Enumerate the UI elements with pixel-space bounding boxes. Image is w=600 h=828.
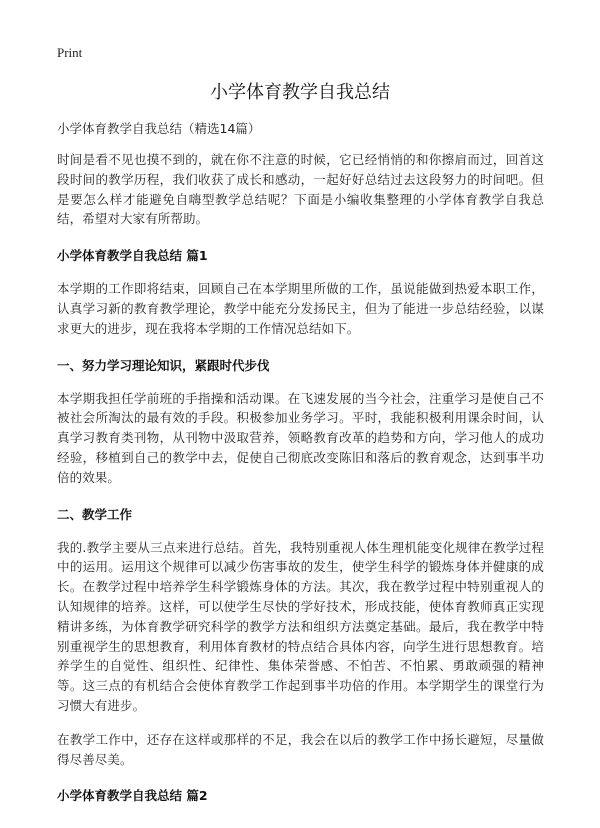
subsection-heading-teaching: 二、教学工作 [57, 506, 133, 522]
subtitle: 小学体育教学自我总结（精选14篇） [57, 121, 261, 136]
closing-paragraph: 在教学工作中，还存在这样或那样的不足，我会在以后的教学工作中扬长避短，尽量做得尽善尽美。 [57, 731, 544, 767]
article-body [57, 120, 544, 819]
print-link[interactable]: Print [57, 45, 83, 60]
section-heading-1: 小学体育教学自我总结 篇1 [57, 248, 208, 264]
section1-paragraph: 本学期的工作即将结束，回顾自己在本学期里所做的工作，虽说能做到热爱本职工作，认真学习新的教育教学理论，教学中能充分发扬民主，但为了能进一步总结经验，以谋求更大的进步，现在我将本学期的工作情况总结如下。 [57, 281, 544, 336]
subsection-teaching-paragraph: 我的.教学主要从三点来进行总结。首先，我特别重视人体生理机能变化规律在教学过程中的运用。运用这个规律可以减少伤害事故的发生，使学生科学的锻炼身体并健康的成长。在教学过程中培养学生科学锻炼身体的方法。其次，我在教学过程中特别重视人的认知规律的培养。这样，可以使学生尽快的学好技术，形成技能，使体育教师真正实现精讲多练，为体育教学研究科学的教学方法和组织方法奠定基础。最后，我在教学中特别重视学生的思想教育，利用体育教材的特点结合具体内容，向学生进行思想教育。培养学生的自觉性、组织性、纪律性、集体荣誉感、不怕苦、不怕累、勇敢顽强的精神等。这三点的有机结合会使体育教学工作起到事半功倍的作用。本学期学生的课堂行为习惯大有进步。 [57, 539, 544, 713]
subsection-study-paragraph: 本学期我担任学前班的手指操和活动课。在飞速发展的当今社会，注重学习是使自己不被社会所淘汰的最有效的手段。积极参加业务学习。平时，我能积极利用课余时间，认真学习教育类刊物，从刊物中汲取营养，领略教育改革的趋势和方向，学习他人的成功经验，移植到自己的教学中去，促使自己彻底改变陈旧和落后的教育观念，达到事半功倍的效果。 [57, 390, 544, 485]
intro-paragraph: 时间是看不见也摸不到的，就在你不注意的时候，它已经悄悄的和你擦肩而过，回首这段时间的教学历程，我们收获了成长和感动，一起好好总结过去这段努力的时间吧。但是要怎么样才能避免自嗨型教学总结呢？下面是小编收集整理的小学体育教学自我总结，希望对大家有所帮助。 [57, 152, 544, 227]
subsection-heading-study: 一、努力学习理论知识，紧跟时代步伐 [57, 357, 270, 373]
page-title: 小学体育教学自我总结 [210, 82, 390, 103]
section-heading-2: 小学体育教学自我总结 篇2 [57, 788, 208, 804]
